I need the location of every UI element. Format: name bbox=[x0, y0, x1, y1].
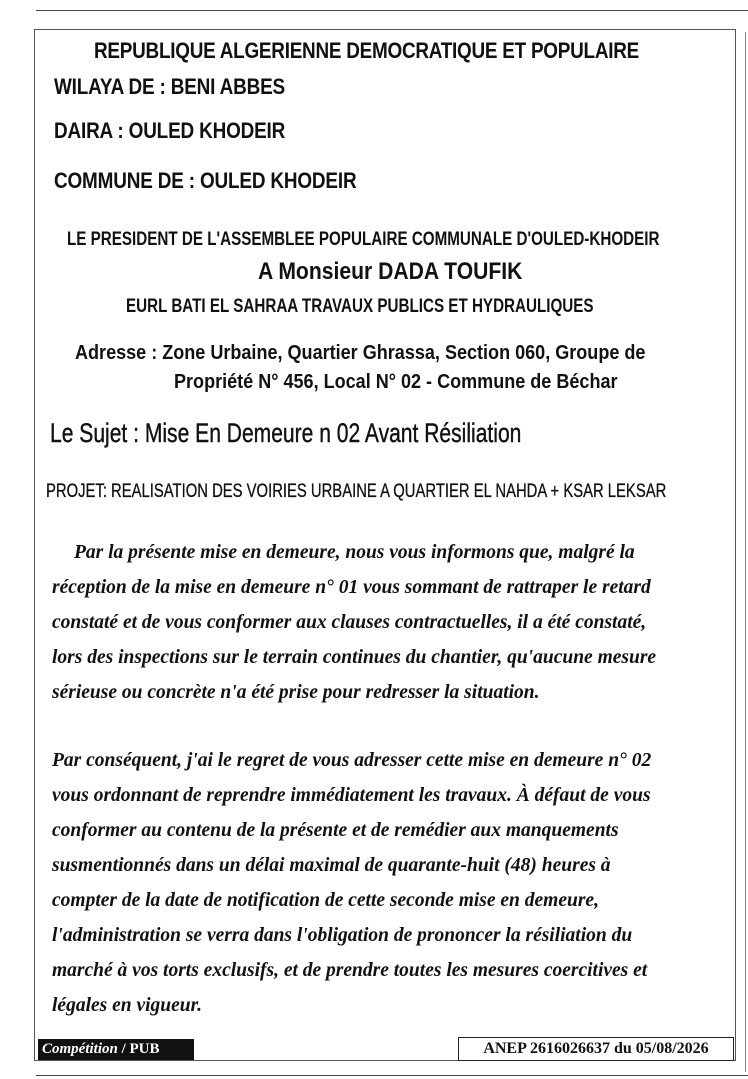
category-label: PUB bbox=[129, 1041, 160, 1057]
subject-line: Le Sujet : Mise En Demeure n 02 Avant Résiliation bbox=[50, 418, 522, 448]
top-rule bbox=[36, 10, 748, 11]
paragraph-line: Par conséquent, j'ai le regret de vous adresser cette mise en demeure n° 02 bbox=[52, 750, 652, 771]
project-line: PROJET: REALISATION DES VOIRIES URBAINE A QUARTIER EL NAHDA + KSAR LEKSAR bbox=[46, 481, 667, 502]
wilaya-line: WILAYA DE : BENI ABBES bbox=[54, 74, 286, 99]
paragraph-line: compter de la date de notification de cette seconde mise en demeure, bbox=[52, 890, 599, 911]
recipient-name: A Monsieur DADA TOUFIK bbox=[258, 258, 523, 285]
section-separator: / bbox=[121, 1041, 126, 1057]
paragraph-line: susmentionnés dans un délai maximal de quarante-huit (48) heures à bbox=[52, 855, 611, 876]
paragraph-line: Par la présente mise en demeure, nous vous informons que, malgré la bbox=[74, 542, 635, 563]
anep-reference: ANEP 2616026637 du 05/08/2026 bbox=[458, 1037, 734, 1061]
paragraph-line: conformer au contenu de la présente et de remédier aux manquements bbox=[52, 820, 619, 841]
paragraph-line: lors des inspections sur le terrain continues du chantier, qu'aucune mesure bbox=[52, 647, 657, 668]
daira-line: DAIRA : OULED KHODEIR bbox=[54, 118, 286, 143]
paragraph-line: vous ordonnant de reprendre immédiatement les travaux. À défaut de vous bbox=[52, 785, 651, 806]
address-line-2: Propriété N° 456, Local N° 02 - Commune de Béchar bbox=[174, 370, 618, 393]
address-line-1: Adresse : Zone Urbaine, Quartier Ghrassa, Section 060, Groupe de bbox=[75, 341, 646, 364]
paragraph-line: réception de la mise en demeure n° 01 vous sommant de rattraper le retard bbox=[52, 577, 651, 598]
paragraph-line: l'administration se verra dans l'obligation de prononcer la résiliation du bbox=[52, 925, 633, 946]
paragraph-line: marché à vos torts exclusifs, et de prendre toutes les mesures coercitives et bbox=[52, 960, 648, 981]
section-badge bbox=[38, 1039, 194, 1060]
sender-line: LE PRESIDENT DE L'ASSEMBLEE POPULAIRE COMMUNALE D'OULED-KHODEIR bbox=[67, 229, 660, 250]
bottom-rule bbox=[36, 1075, 748, 1076]
paragraph-line: sérieuse ou concrète n'a été prise pour redresser la situation. bbox=[52, 682, 540, 703]
commune-line: COMMUNE DE : OULED KHODEIR bbox=[54, 168, 357, 193]
recipient-company: EURL BATI EL SAHRAA TRAVAUX PUBLICS ET HYDRAULIQUES bbox=[126, 296, 594, 317]
republic-heading: REPUBLIQUE ALGERIENNE DEMOCRATIQUE ET POPULAIRE bbox=[94, 38, 640, 63]
section-label: Compétition bbox=[42, 1041, 118, 1057]
paragraph-line: constaté et de vous conformer aux clauses contractuelles, il a été constaté, bbox=[52, 612, 647, 633]
paragraph-line: légales en vigueur. bbox=[52, 995, 203, 1016]
